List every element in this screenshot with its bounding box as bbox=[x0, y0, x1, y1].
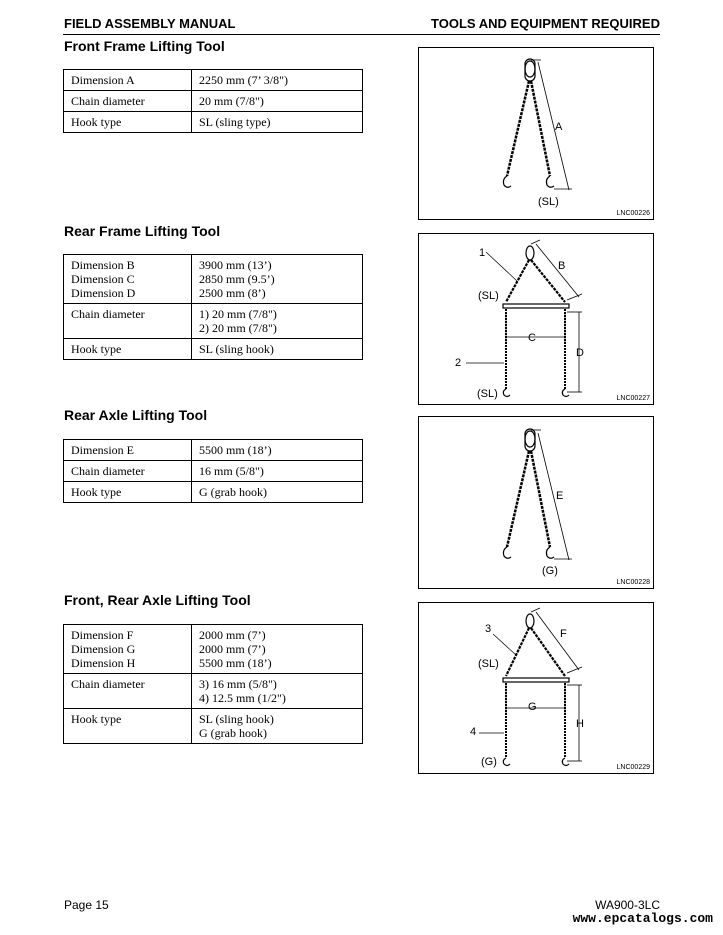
dimension-d-label: D bbox=[576, 347, 584, 359]
dimension-g-label: G bbox=[528, 701, 537, 713]
hook-type-label: (SL) bbox=[478, 658, 499, 670]
hook-type-label: (SL) bbox=[478, 290, 499, 302]
spec-key: Chain diameter bbox=[71, 464, 145, 478]
section-heading: TOOLS AND EQUIPMENT REQUIRED bbox=[431, 16, 660, 31]
table-row bbox=[64, 339, 363, 360]
figure-front-frame-lifting-tool bbox=[418, 47, 654, 220]
spec-value: 3) 16 mm (5/8") bbox=[199, 677, 277, 691]
figure-code: LNC00229 bbox=[616, 764, 650, 771]
spec-value: G (grab hook) bbox=[199, 726, 267, 740]
table-row bbox=[64, 625, 363, 674]
spec-key: Chain diameter bbox=[71, 307, 145, 321]
callout-4-label: 4 bbox=[470, 726, 477, 738]
spec-value: 2850 mm (9.5’) bbox=[199, 272, 275, 286]
dimension-h-label: H bbox=[576, 718, 584, 730]
callout-3-label: 3 bbox=[485, 623, 492, 635]
dimension-b-label: B bbox=[558, 260, 566, 272]
spec-key: Chain diameter bbox=[71, 94, 145, 108]
page-number: Page 15 bbox=[64, 898, 109, 912]
header-rule bbox=[63, 34, 660, 35]
spec-value: SL (sling hook) bbox=[199, 342, 274, 356]
spec-key: Chain diameter bbox=[71, 677, 145, 691]
spec-table-rear-frame bbox=[63, 254, 363, 360]
spreader-sling-diagram bbox=[419, 603, 655, 775]
spec-value: 2500 mm (8’) bbox=[199, 286, 266, 300]
dimension-a-label: A bbox=[555, 121, 563, 133]
spec-table-front-frame bbox=[63, 69, 363, 133]
spec-value: 2) 20 mm (7/8") bbox=[199, 321, 277, 335]
section-title-front-rear-axle: Front, Rear Axle Lifting Tool bbox=[64, 592, 251, 608]
figure-rear-frame-lifting-tool bbox=[418, 233, 654, 405]
figure-rear-axle-lifting-tool bbox=[418, 416, 654, 589]
table-row bbox=[64, 709, 363, 744]
figure-code: LNC00227 bbox=[616, 395, 650, 402]
spec-key: Dimension E bbox=[71, 443, 134, 457]
spec-key: Hook type bbox=[71, 485, 122, 499]
figure-code: LNC00228 bbox=[616, 579, 650, 586]
spec-key: Dimension A bbox=[71, 73, 135, 87]
table-row bbox=[64, 461, 363, 482]
spec-key: Dimension B bbox=[71, 258, 135, 272]
figure-code: LNC00226 bbox=[616, 210, 650, 217]
two-leg-sling-diagram bbox=[419, 48, 655, 221]
section-title-rear-axle: Rear Axle Lifting Tool bbox=[64, 407, 208, 423]
spec-value: 20 mm (7/8") bbox=[199, 94, 264, 108]
section-title-front-frame: Front Frame Lifting Tool bbox=[64, 38, 225, 54]
spec-value: 4) 12.5 mm (1/2") bbox=[199, 691, 286, 705]
callout-1-label: 1 bbox=[479, 247, 486, 259]
spec-table-rear-axle bbox=[63, 439, 363, 503]
hook-type-label: (SL) bbox=[477, 388, 498, 400]
hook-type-label: (G) bbox=[481, 756, 497, 768]
hook-type-label: (SL) bbox=[538, 196, 559, 208]
spec-key: Hook type bbox=[71, 712, 122, 726]
table-row bbox=[64, 70, 363, 91]
spec-value: SL (sling type) bbox=[199, 115, 271, 129]
callout-2-label: 2 bbox=[455, 357, 462, 369]
spec-value: 16 mm (5/8") bbox=[199, 464, 264, 478]
watermark: www.epcatalogs.com bbox=[572, 911, 713, 926]
dimension-c-label: C bbox=[528, 332, 536, 344]
spec-value: SL (sling hook) bbox=[199, 712, 274, 726]
spec-table-front-rear-axle bbox=[63, 624, 363, 744]
spec-value: G (grab hook) bbox=[199, 485, 267, 499]
spec-value: 3900 mm (13’) bbox=[199, 258, 272, 272]
two-leg-sling-diagram bbox=[419, 417, 655, 590]
spec-value: 1) 20 mm (7/8") bbox=[199, 307, 277, 321]
spec-value: 2250 mm (7’ 3/8") bbox=[199, 73, 288, 87]
table-row bbox=[64, 255, 363, 304]
table-row bbox=[64, 674, 363, 709]
table-row bbox=[64, 440, 363, 461]
table-row bbox=[64, 304, 363, 339]
dimension-f-label: F bbox=[560, 628, 567, 640]
spec-key: Dimension H bbox=[71, 656, 136, 670]
spec-key: Dimension C bbox=[71, 272, 135, 286]
spec-value: 2000 mm (7’) bbox=[199, 628, 266, 642]
section-title-rear-frame: Rear Frame Lifting Tool bbox=[64, 223, 221, 239]
spec-key: Hook type bbox=[71, 342, 122, 356]
table-row bbox=[64, 112, 363, 133]
figure-front-rear-axle-lifting-tool bbox=[418, 602, 654, 774]
manual-title: FIELD ASSEMBLY MANUAL bbox=[64, 16, 236, 31]
model-number: WA900-3LC bbox=[595, 898, 660, 912]
table-row bbox=[64, 482, 363, 503]
spec-value: 2000 mm (7’) bbox=[199, 642, 266, 656]
dimension-e-label: E bbox=[556, 490, 564, 502]
spec-value: 5500 mm (18’) bbox=[199, 443, 272, 457]
table-row bbox=[64, 91, 363, 112]
hook-type-label: (G) bbox=[542, 565, 558, 577]
spec-key: Dimension G bbox=[71, 642, 136, 656]
spec-key: Dimension D bbox=[71, 286, 136, 300]
spec-key: Hook type bbox=[71, 115, 122, 129]
spec-value: 5500 mm (18’) bbox=[199, 656, 272, 670]
spreader-sling-diagram bbox=[419, 234, 655, 406]
spec-key: Dimension F bbox=[71, 628, 134, 642]
